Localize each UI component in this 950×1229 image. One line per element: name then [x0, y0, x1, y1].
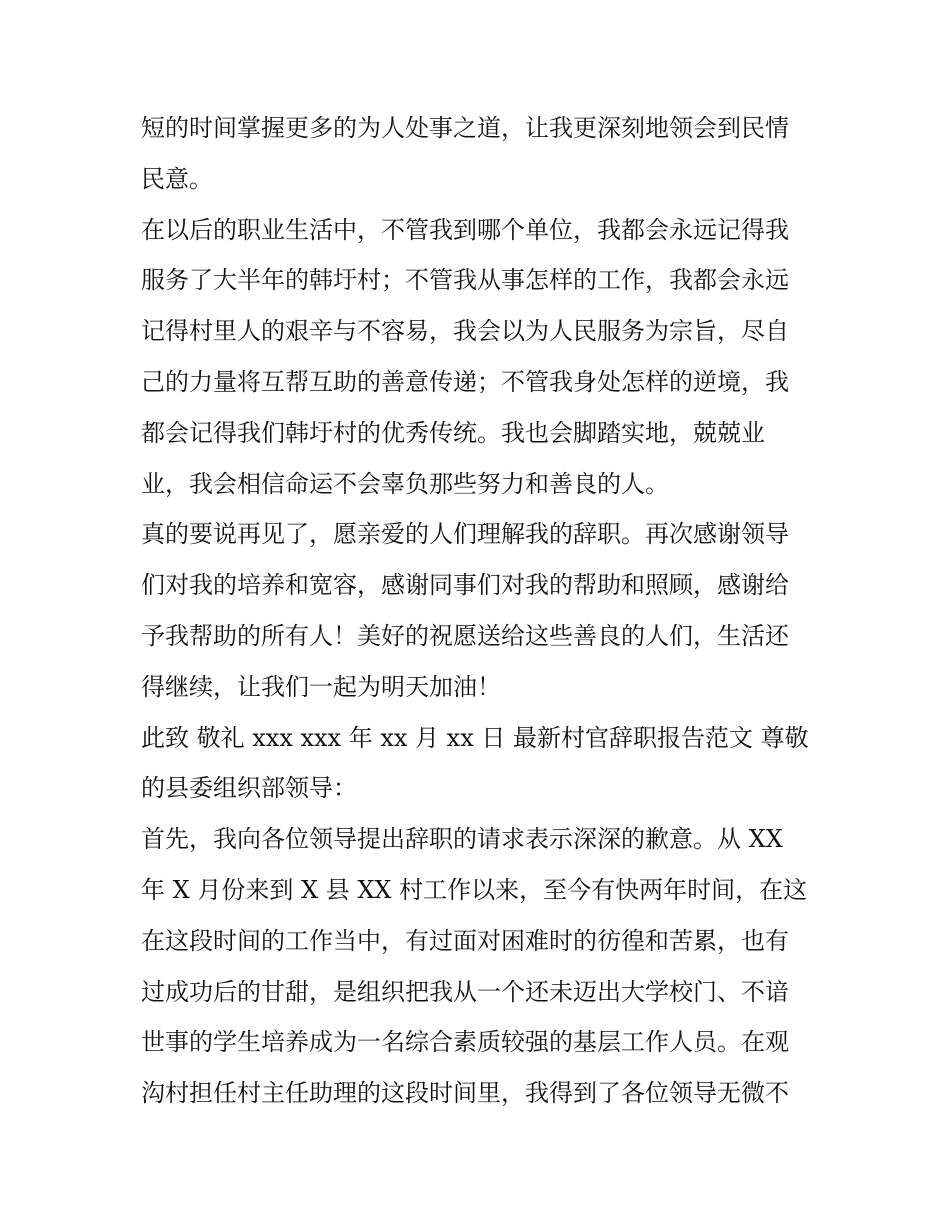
text-line: 们对我的培养和宽容，感谢同事们对我的帮助和照顾，感谢给 — [141, 571, 789, 600]
text-line: 得继续，让我们一起为明天加油！ — [141, 672, 501, 701]
text-line: 都会记得我们韩圩村的优秀传统。我也会脚踏实地，兢兢业 — [141, 418, 765, 447]
text-line: 服务了大半年的韩圩村；不管我从事怎样的工作，我都会永远 — [141, 266, 789, 295]
body-text — [141, 103, 821, 1119]
text-line: 业，我会相信命运不会辜负那些努力和善良的人。 — [141, 469, 669, 498]
text-line: 予我帮助的所有人！美好的祝愿送给这些善良的人们，生活还 — [141, 621, 789, 650]
text-line: 记得村里人的艰辛与不容易，我会以为人民服务为宗旨，尽自 — [141, 317, 789, 346]
text-line: 此致 敬礼 xxx xxx 年 xx 月 xx 日 最新村官辞职报告范文 尊敬 — [141, 723, 809, 752]
text-line: 在这段时间的工作当中，有过面对困难时的彷徨和苦累，也有 — [141, 926, 789, 955]
text-line: 首先，我向各位领导提出辞职的请求表示深深的歉意。从 XX — [141, 825, 783, 854]
text-line: 短的时间掌握更多的为人处事之道，让我更深刻地领会到民情 — [141, 114, 789, 142]
text-line: 过成功后的甘甜，是组织把我从一个还未迈出大学校门、不谙 — [141, 977, 789, 1006]
text-line: 世事的学生培养成为一名综合素质较强的基层工作人员。在观 — [141, 1028, 789, 1057]
text-line: 民意。 — [141, 164, 213, 193]
text-line: 己的力量将互帮互助的善意传递；不管我身处怎样的逆境，我 — [141, 367, 789, 396]
text-line: 年 X 月份来到 X 县 XX 村工作以来，至今有快两年时间，在这 — [141, 875, 808, 904]
text-line: 真的要说再见了，愿亲爱的人们理解我的辞职。再次感谢领导 — [141, 520, 789, 549]
text-line: 沟村担任村主任助理的这段时间里，我得到了各位领导无微不 — [141, 1079, 789, 1108]
text-line: 在以后的职业生活中，不管我到哪个单位，我都会永远记得我 — [141, 215, 789, 244]
text-line: 的县委组织部领导： — [141, 774, 357, 803]
